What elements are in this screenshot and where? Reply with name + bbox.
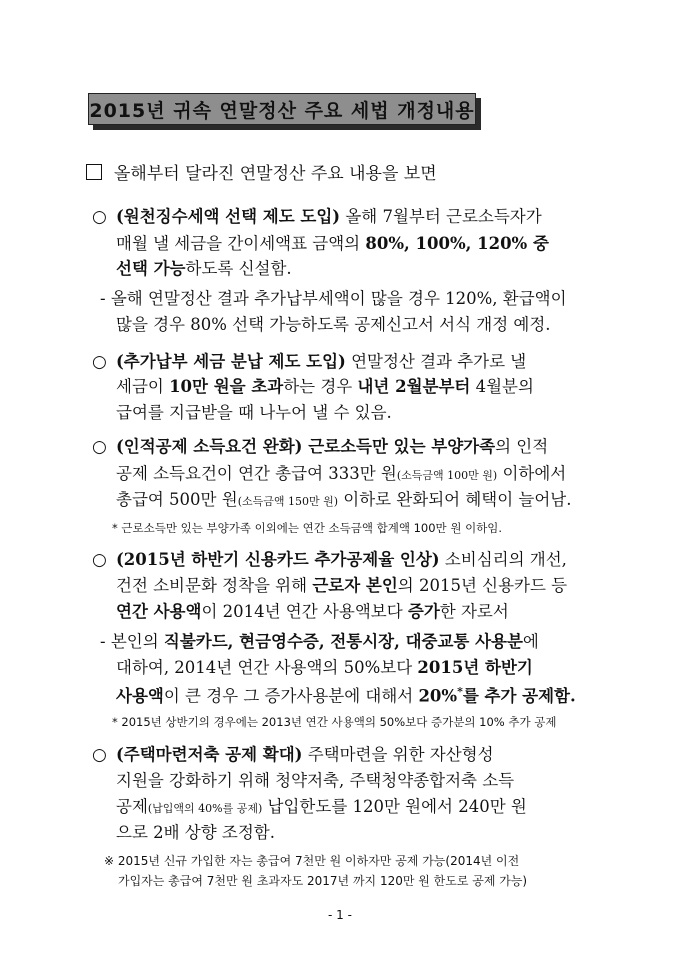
s2-line2 xyxy=(116,379,534,396)
s4-heading: (2015년 하반기 신용카드 추가공제율 인상) xyxy=(116,550,440,569)
s1-line3-text: 하도록 신설함. xyxy=(185,259,292,278)
s1-line1 xyxy=(116,209,542,226)
s5-note2: 가입자는 총급여 7천만 원 초과자도 2017년 까지 120만 원 한도로 공제 가능) xyxy=(118,874,528,888)
s4-footnote: * 2015년 상반기의 경우에는 2013년 연간 사용액의 50%보다 증가분의 10% 추가 공제 xyxy=(112,715,557,729)
s4-line3-bold-a: 연간 사용액 xyxy=(116,602,202,621)
s1-line2-text: 매월 낼 세금을 간이세액표 금액의 xyxy=(116,234,366,253)
s4-detail3-bold-b: 20% xyxy=(418,686,458,706)
s3-footnote: * 근로소득만 있는 부양가족 이외에는 연간 소득금액 합계액 100만 원 이하임. xyxy=(112,521,503,535)
s4-detail1 xyxy=(100,634,539,651)
s3-line3-small: (소득금액 150만 원) xyxy=(237,495,339,508)
s2-heading: (추가납부 세금 분납 제도 도입) xyxy=(116,352,346,371)
s1-line2-bold: 80%, 100%, 120% 중 xyxy=(365,234,549,253)
bullet-icon: ○ xyxy=(92,437,107,457)
s1-detail2: 많을 경우 80% 선택 가능하도록 공제신고서 서식 개정 예정. xyxy=(116,315,551,334)
s5-line4: 으로 2배 상향 조정함. xyxy=(116,823,275,842)
s3-line3 xyxy=(116,492,571,509)
title-box xyxy=(88,93,476,125)
s4-detail2-bold: 2015년 하반기 xyxy=(417,658,533,677)
s3-line2-small: (소득금액 100만 원) xyxy=(396,469,498,482)
bullet-icon: ○ xyxy=(92,550,107,570)
intro-line xyxy=(86,159,437,184)
s3-line3-text-a: 총급여 500만 원 xyxy=(116,490,238,509)
bullet-icon: ○ xyxy=(92,352,107,372)
bullet-icon: ○ xyxy=(92,745,107,765)
s4-detail3-text-a: 이 큰 경우 그 증가사용분에 대해서 xyxy=(163,686,419,706)
s4-detail1-text-b: 에 xyxy=(522,632,539,651)
s4-detail3 xyxy=(116,686,576,705)
s4-line2-text-b: 의 2015년 신용카드 등 xyxy=(397,576,568,595)
s3-line3-text-b: 이하로 완화되어 혜택이 늘어남. xyxy=(338,490,572,509)
s1-heading: (원천징수세액 선택 제도 도입) xyxy=(116,207,341,226)
s3-line2 xyxy=(116,466,566,483)
s2-line2-text-a: 세금이 xyxy=(116,377,170,396)
s2-line1 xyxy=(116,354,526,371)
s3-line1-bold-b: 부양가족 xyxy=(425,437,496,456)
square-box-icon xyxy=(86,164,102,180)
s4-detail3-asterisk: * xyxy=(457,685,463,698)
s3-line2-text-b: 이하에서 xyxy=(497,464,567,483)
s3-line2-text-a: 공제 소득요건이 연간 총급여 333만 원 xyxy=(116,464,397,483)
s2-line1-text: 연말정산 결과 추가로 낼 xyxy=(345,352,527,371)
s5-line3-text-a: 공제 xyxy=(116,797,148,816)
s4-line3-text-b: 한 자로서 xyxy=(439,602,509,621)
s4-line3-text-a: 이 2014년 연간 사용액보다 xyxy=(201,602,408,621)
s4-line2-text-a: 건전 소비문화 정착을 위해 xyxy=(116,576,313,595)
s2-line2-text-c: 4월분의 xyxy=(470,377,534,396)
s3-line1 xyxy=(116,439,548,456)
intro-text: 올해부터 달라진 연말정산 주요 내용을 보면 xyxy=(114,164,437,184)
s4-detail3-bold-c: 를 추가 공제함. xyxy=(462,686,576,706)
s4-detail1-bold: 직불카드, 현금영수증, 전통시장, 대중교통 사용분 xyxy=(163,632,523,651)
bullet-icon: ○ xyxy=(92,207,107,227)
s1-line1-text: 올해 7월부터 근로소득자가 xyxy=(340,207,542,226)
s3-line1-bold-a: 근로소득만 있는 xyxy=(302,437,426,456)
s2-line2-text-b: 하는 경우 xyxy=(283,377,358,396)
s1-line3 xyxy=(116,261,292,278)
page-number: - 1 - xyxy=(328,908,352,922)
s4-line2-bold: 근로자 본인 xyxy=(312,576,398,595)
s1-line2 xyxy=(116,236,549,253)
s5-line3-small: (납입액의 40%를 공제) xyxy=(147,802,263,815)
title-banner xyxy=(88,93,482,131)
s5-note1: ※ 2015년 신규 가입한 자는 총급여 7천만 원 이하자만 공제 가능(2014년 이전 xyxy=(104,854,520,868)
s4-detail2 xyxy=(116,660,533,677)
s4-detail1-text-a: - 본인의 xyxy=(100,632,164,651)
s4-line1-text: 소비심리의 개선, xyxy=(439,550,567,569)
s5-line3 xyxy=(116,799,527,816)
s5-heading: (주택마련저축 공제 확대) xyxy=(116,745,303,764)
s5-line2: 지원을 강화하기 위해 청약저축, 주택청약종합저축 소득 xyxy=(116,771,515,790)
s4-line1 xyxy=(116,552,567,569)
s3-line1-text: 의 인적 xyxy=(495,437,549,456)
s5-line3-text-b: 납입한도를 120만 원에서 240만 원 xyxy=(262,797,527,816)
s2-line2-bold-a: 10만 원을 초과 xyxy=(169,377,284,396)
s5-line1-text: 주택마련을 위한 자산형성 xyxy=(302,745,494,764)
s1-detail1: - 올해 연말정산 결과 추가납부세액이 많을 경우 120%, 환급액이 xyxy=(100,289,567,308)
s5-line1 xyxy=(116,747,494,764)
s4-detail3-bold-a: 사용액 xyxy=(116,686,164,706)
s3-heading: (인적공제 소득요건 완화) xyxy=(116,437,303,456)
s4-line3 xyxy=(116,604,509,621)
s4-line2 xyxy=(116,578,567,595)
s4-detail2-text: 대하여, 2014년 연간 사용액의 50%보다 xyxy=(116,658,418,677)
s2-line2-bold-b: 내년 2월분부터 xyxy=(357,377,471,396)
s2-line3: 급여를 지급받을 때 나누어 낼 수 있음. xyxy=(116,403,392,422)
page-title: 2015년 귀속 연말정산 주요 세법 개정내용 xyxy=(89,99,475,122)
s1-line3-bold: 선택 가능 xyxy=(116,259,186,278)
s4-line3-bold-b: 증가 xyxy=(407,602,440,621)
